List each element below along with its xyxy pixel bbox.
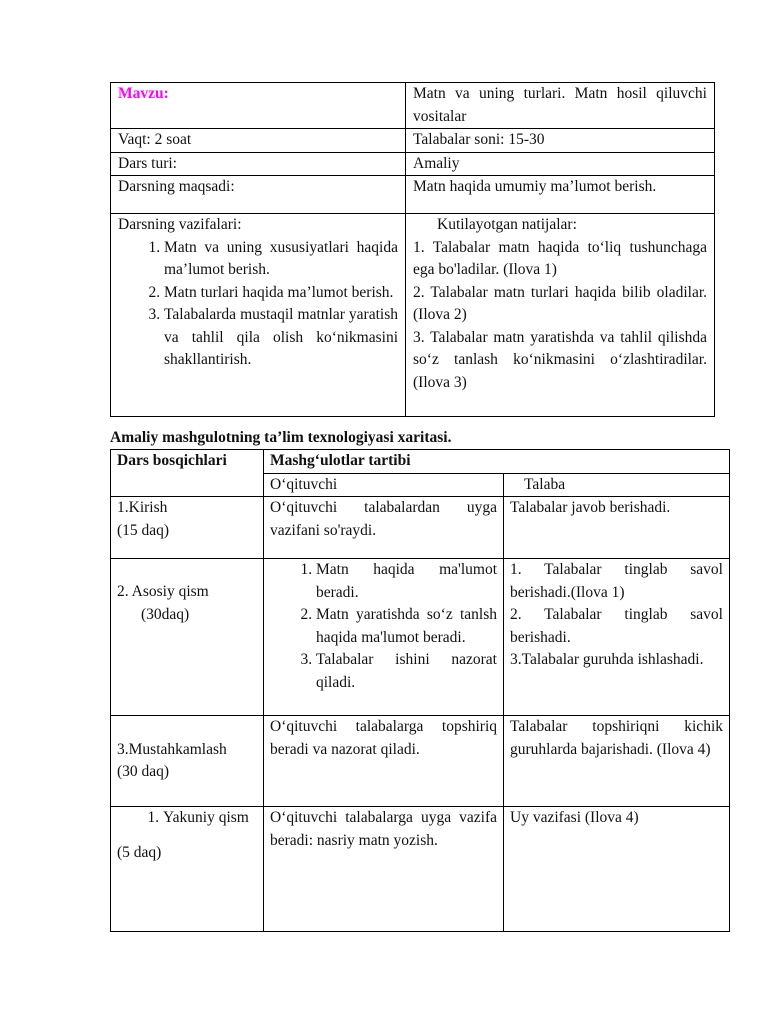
list-item: 1. Matn haqida ma'lumot beradi. [316, 559, 497, 604]
lesson-type-row [111, 152, 715, 176]
time-value: Vaqt: 2 soat [111, 129, 406, 153]
stage-cell [111, 716, 264, 807]
stage-column-header: Dars bosqichlari [111, 450, 264, 497]
stage-duration: (15 daq) [117, 521, 170, 539]
stage-name: 2. Asosiy qism [117, 583, 209, 600]
stage-name: 1. Yakuniy qism [163, 807, 257, 830]
teacher-activity-list [270, 559, 497, 694]
stage-duration: (5 daq) [117, 843, 162, 861]
lesson-info-table [110, 82, 715, 417]
tasks-row [111, 214, 715, 417]
goal-row [111, 176, 715, 214]
map-heading: Amaliy mashgulotning ta’lim texnologiyasi xaritasi. [110, 429, 452, 446]
student-activity: 2. Talabalar tinglab savol berishadi. [510, 606, 723, 646]
task-item: 1. Matn va uning xususiyatlari haqida ma’lumot berish. [164, 237, 398, 282]
results-label: Kutilayotgan natijalar: [437, 216, 577, 233]
table-row [111, 497, 730, 559]
table-row [111, 559, 730, 716]
teacher-cell [264, 559, 504, 716]
result-item: 2. Talabalar matn turlari haqida bilib oladilar. (Ilova 2) [413, 283, 707, 323]
student-cell: Talabalar topshiriqni kichik guruhlarda bajarishadi. (Ilova 4) [504, 716, 730, 807]
header-row [111, 450, 730, 474]
stage-list [117, 807, 257, 830]
topic-label: Mavzu: [111, 83, 406, 129]
task-item: 2. Matn turlari haqida ma’lumot berish. [164, 282, 398, 305]
task-item: 3. Talabalarda mustaqil matnlar yaratish va tahlil qila olish ko‘nikmasini shakllantirish. [164, 304, 398, 372]
student-cell [504, 559, 730, 716]
topic-value: Matn va uning turlari. Matn hosil qiluvchi vositalar [406, 83, 715, 129]
stage-duration: (30 daq) [117, 763, 170, 780]
stage-cell [111, 559, 264, 716]
student-activity: 1. Talabalar tinglab savol berishadi.(Ilova 1) [510, 561, 723, 601]
student-column-header: Talaba [504, 473, 730, 497]
stage-cell [111, 807, 264, 932]
goal-label: Darsning maqsadi: [111, 176, 406, 214]
tasks-list [118, 237, 398, 372]
student-activity: 3.Talabalar guruhda ishlashadi. [510, 651, 704, 668]
topic-row [111, 83, 715, 129]
lesson-type-value: Amaliy [406, 152, 715, 176]
time-row [111, 129, 715, 153]
tasks-cell [111, 214, 406, 417]
technology-map-table [110, 449, 730, 932]
goal-value: Matn haqida umumiy ma’lumot berish. [406, 176, 715, 214]
teacher-column-header: O‘qituvchi [264, 473, 504, 497]
teacher-cell: O‘qituvchi talabalarga topshiriq beradi va nazorat qiladi. [264, 716, 504, 807]
result-item: 1. Talabalar matn haqida to‘liq tushunchaga ega bo'ladilar. (Ilova 1) [413, 238, 707, 278]
list-item: 3. Talabalar ishini nazorat qiladi. [316, 649, 497, 694]
table-row [111, 716, 730, 807]
stage-cell [111, 497, 264, 559]
stage-duration: (30daq) [141, 605, 190, 623]
student-cell: Uy vazifasi (Ilova 4) [504, 807, 730, 932]
student-cell: Talabalar javob berishadi. [504, 497, 730, 559]
results-cell [406, 214, 715, 417]
teacher-cell: O‘qituvchi talabalarga uyga vazifa beradi: nasriy matn yozish. [264, 807, 504, 932]
students-count: Talabalar soni: 15-30 [406, 129, 715, 153]
table-row [111, 807, 730, 932]
stage-name: 1.Kirish [117, 499, 168, 516]
tasks-label: Darsning vazifalari: [118, 216, 242, 233]
stage-name: 3.Mustahkamlash [117, 740, 227, 758]
activities-column-header: Mashg‘ulotlar tartibi [264, 450, 730, 474]
teacher-cell: O‘qituvchi talabalardan uyga vazifani so'raydi. [264, 497, 504, 559]
lesson-type-label: Dars turi: [111, 152, 406, 176]
result-item: 3. Talabalar matn yaratishda va tahlil qilishda so‘z tanlash ko‘nikmasini o‘zlashtiradilar. (Ilova 3) [413, 328, 707, 391]
list-item: 2. Matn yaratishda so‘z tanlsh haqida ma'lumot beradi. [316, 604, 497, 649]
